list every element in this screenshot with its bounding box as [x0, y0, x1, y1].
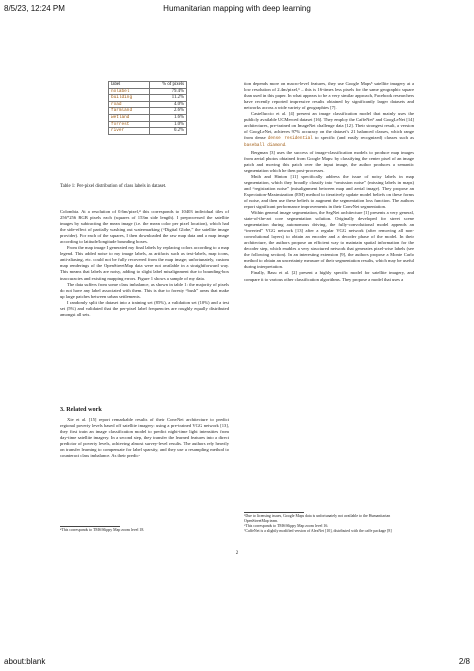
paragraph: Finally, Basu et al. [2] present a highly specific model for satellite imagery, and compare it to various other classification algorithms. They propose a model that uses a [244, 270, 414, 282]
print-url: about:blank [4, 657, 46, 666]
table-caption: Table 1: Per-pixel distribution of class labels in dataset. [60, 184, 167, 189]
row-label: road [109, 101, 150, 108]
print-datetime: 8/5/23, 12:24 PM [4, 4, 65, 13]
print-page-count: 2/8 [458, 657, 470, 666]
table-row [109, 114, 187, 121]
class-name-code: baseball diamond [244, 143, 286, 149]
row-label: farmland [109, 108, 150, 115]
paragraph: I randomly split the dataset into a training set (85%), a validation set (10%) and a test set (5%) and validated that the per-pixel label frequencies are roughly equally distributed amongst all sets. [60, 299, 229, 317]
table-row [109, 88, 187, 95]
table-header-label: label [109, 82, 150, 89]
row-value: 2.6% [150, 108, 187, 115]
label-distribution-table [108, 81, 187, 135]
paragraph: Colombia. At a resolution of 0.6m/pixel,⁴ this corresponds to 10403 individual tiles of 256*256 RGB pixels each (squares of 153m side length). I preprocessed the satellite images by subtracting the mean image (i.e. the mean color per pixel location), which had the side-effect of partially washing out watermarking (“Digital Globe,” the satellite image provider). For each of the squares, I then downloaded the raw map data and a map image according to latitude/longitude bounding boxes. [60, 209, 229, 245]
paragraph: Mnih and Hinton [11] specifically address the issue of noisy labels in map segmentation, which they broadly classify into “omission noise” (missing labels in maps) and “registration noise” (misalignment between map and aerial image). They propose an Expectation-Maximization (EM) method to iteratively update model beliefs on these forms of noise, and then use these beliefs to augment the segmentation loss function. The authors report significant performance improvements in their ConvNet segmentation. [244, 173, 414, 209]
footnote-rule [60, 526, 120, 527]
left-column-text [60, 209, 229, 318]
row-value: 0.2% [150, 128, 187, 135]
paragraph: Xie et al. [15] report remarkable results of their ConvNet architecture to predict regional poverty levels based off satellite imagery: using a pre-trained VGG network [13], they first train an image classification model to predict night-time light intensities from day-time satellite imagery. In a second step, they transfer the learned features into a direct predictor of poverty levels, achieving almost survey-level results. The authors rely heavily on transfer learning to compensate for label sparsity, and they use a resampling method to counteract class imbalance. As their predic- [60, 417, 229, 459]
table-row [109, 108, 187, 115]
section-heading: 3. Related work [60, 406, 102, 413]
related-work-text [60, 417, 229, 459]
row-label: building [109, 95, 150, 102]
footnote: ⁴This corresponds to TMS/Slippy Map zoom level 18. [60, 528, 145, 532]
row-label: wetland [109, 114, 150, 121]
row-value: 4.0% [150, 101, 187, 108]
paragraph: Bergman [3] uses the success of image-classification models to produce map images from aerial photos obtained from Google Maps: by classifying the center pixel of an image patch and moving this patch over the input image, the author produces a semantic segmentation which he then post-processes. [244, 149, 414, 173]
row-value: 1.6% [150, 114, 187, 121]
footnote: ⁷CaffeNet is a slightly modified version of AlexNet [10], distributed with the caffe package [8] [244, 529, 392, 533]
row-label: river [109, 128, 150, 135]
table-header-row [109, 82, 187, 89]
row-label: forrest [109, 121, 150, 128]
row-value: 1.0% [150, 121, 187, 128]
footnote-rule [244, 512, 304, 513]
table-row [109, 101, 187, 108]
text-span: Castelluccio et al. [4] present an image classification model that mainly uses the publicly available UCMerced dataset [16]. They employ the CaffeNet⁷ and GoogLeNet [14] architectures, pre-trained on ImageNet challenge data [12]. Their strongest result, a version of GoogLeNet, achieves 97% accuracy on the dataset’s 21 balanced classes, which range from dense [244, 111, 414, 141]
paragraph: tion depends more on macro-level features, they use Google Maps⁵ satellite imagery at a low resolution of 2.4m/pixel,⁶ – this is 16-times less pixels for the same geographic square than used in this paper. In what appears to be a very similar approach, Facebook researchers have recently reported impressive results obtained by significantly larger datasets and networks across a wide variety of geographies [7]. [244, 81, 414, 111]
paragraph: Within general image segmentation, the SegNet architecture [1] presents a very general, state-of-the-art core segmentation solution. Originally developed for street scene segmentation during autonomous driving, the fully-convolutional model appends an “inverted” VGG network [13] after a regular VGG network (after removing all non-convolutional layers) to obtain an encoder and a decoder phase of the model. In their architecture, the authors propose an efficient way to maintain spatial information for the decoder step, which enables a very structured network that generates pixel-wise labels (see the following section). In an interesting extension [9], the authors propose a Monte Carlo method to obtain an uncertainty measure of their segmentation results, which may be useful during interpretation. [244, 209, 414, 270]
class-name-code: dense residential [267, 136, 313, 142]
print-page-title: Humanitarian mapping with deep learning [163, 4, 311, 13]
row-label: nolabel [109, 88, 150, 95]
footnote: ⁶This corresponds to TMS/Slippy Map zoom level 16. [244, 524, 329, 528]
row-value: 11.2% [150, 95, 187, 102]
paragraph [244, 111, 414, 149]
text-span: . [285, 142, 287, 148]
row-value: 79.4% [150, 88, 187, 95]
right-column-text [244, 81, 414, 283]
table-row [109, 95, 187, 102]
paragraph: From the map image I generated my final labels by replacing colors according to a map legend. This added noise to my image labels, as artifacts such as text-labels, map icons, anti-aliasing, etc. could not be fully recovered from the map image; unfortunately, custom map renderings of the OpenStreetMap data were not available in a straightforward way. This means that labels are noisy, adding to slight label misalignment due to bounding-box inaccuracies and existing mapping errors. Figure 1 shows a sample of my data. [60, 245, 229, 281]
page-number: 2 [235, 551, 239, 556]
table-row [109, 121, 187, 128]
paragraph: The data suffers from some class imbalance, as shown in table 1: the majority of pixels do not have any label associated with them. This is due to foresty “bush” areas that make up large patches between urban settlements. [60, 281, 229, 299]
table-row [109, 128, 187, 135]
table-header-value: % of pixels [150, 82, 187, 89]
footnote: ⁵Due to licensing issues, Google Maps data is unfortunately not available to the Humanitarian OpenStreetMap team. [244, 514, 391, 523]
text-span: to specific (and easily recognized) classes such as [312, 135, 414, 141]
